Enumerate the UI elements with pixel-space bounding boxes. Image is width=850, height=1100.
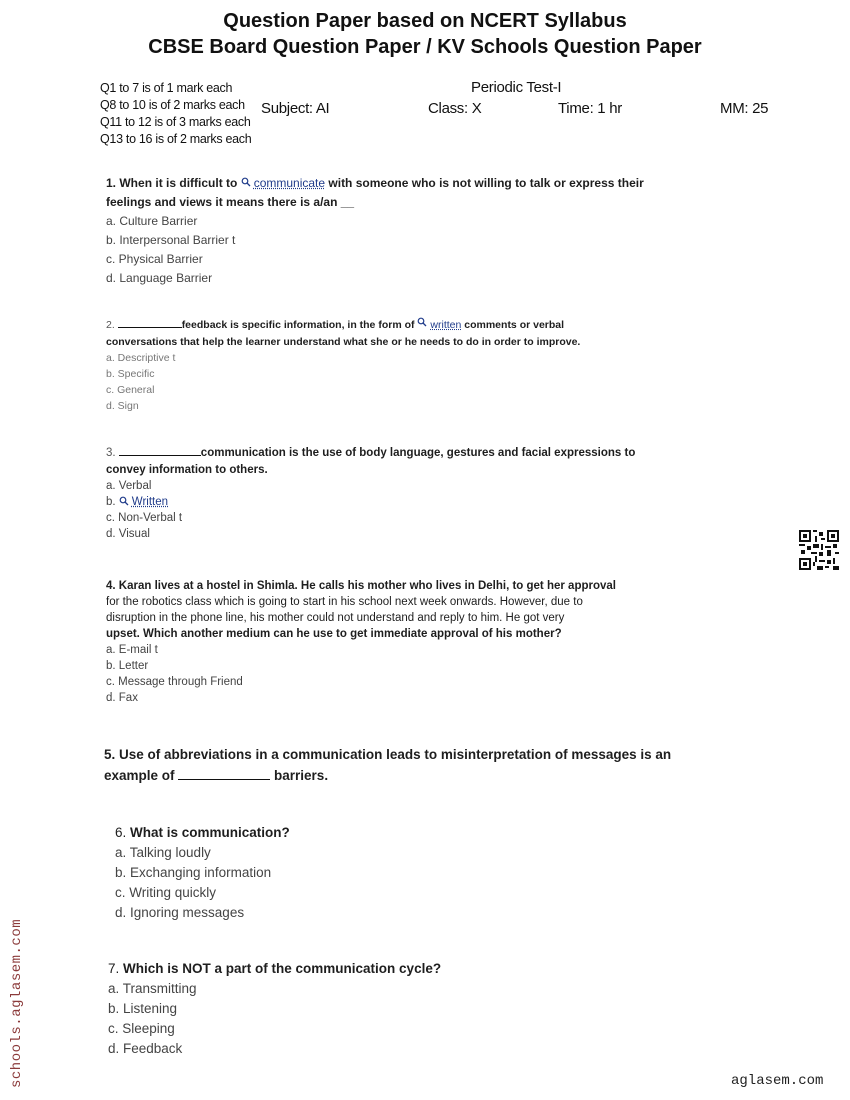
- question-1: 1. When it is difficult to communicate with someone who is not willing to talk or express their feelings and views it means there is a/an __ a. Culture Barrier b. Interpersonal Barrier t c. Physical Barrier d. Language Barrier: [106, 176, 644, 285]
- option: d. Fax: [106, 692, 138, 704]
- question-2: 2. feedback is specific information, in the form of written comments or verbal conversations that help the learner understand what she or he needs to do in order to improve. a. Descriptive t b. Specific c. General d. Sign: [106, 319, 581, 412]
- option: a. Descriptive t: [106, 352, 176, 364]
- test-name: Periodic Test-I: [471, 79, 562, 96]
- option: c. Writing quickly: [115, 885, 217, 900]
- option: a. E-mail t: [106, 644, 158, 656]
- subject: Subject: AI: [261, 100, 330, 117]
- option: b. Exchanging information: [115, 865, 272, 880]
- search-icon[interactable]: [119, 496, 129, 506]
- written-option-link[interactable]: Written: [131, 496, 169, 508]
- option: b. Written: [106, 496, 169, 508]
- option: a. Transmitting: [108, 981, 197, 996]
- answer-blank: [119, 445, 201, 456]
- option: d. Sign: [106, 400, 139, 412]
- question-7-stem: 7. Which is NOT a part of the communication cycle?: [108, 961, 442, 976]
- option: c. Message through Friend: [106, 676, 243, 688]
- side-watermark: schools.aglasem.com: [9, 918, 25, 1088]
- option: d. Ignoring messages: [115, 905, 245, 920]
- search-icon[interactable]: [417, 317, 427, 327]
- question-6: [115, 825, 290, 920]
- question-1-stem: 1. When it is difficult to communicate with someone who is not willing to talk or express their: [106, 176, 644, 190]
- option: c. General: [106, 384, 155, 396]
- option: b. Listening: [108, 1001, 178, 1016]
- written-link[interactable]: written: [430, 319, 462, 331]
- time: Time: 1 hr: [558, 100, 622, 117]
- option: c. Sleeping: [108, 1021, 175, 1036]
- question-5: 5. Use of abbreviations in a communication leads to misinterpretation of messages is an example of barriers.: [104, 747, 672, 783]
- option: b. Interpersonal Barrier t: [106, 233, 236, 247]
- question-7: [108, 961, 441, 1056]
- question-3: 3. communication is the use of body language, gestures and facial expressions to convey information to others. a. Verbal b. Written c. Non-Verbal t d. Visual: [106, 447, 636, 540]
- option: a. Verbal: [106, 480, 152, 492]
- option: a. Talking loudly: [115, 845, 211, 860]
- answer-blank: [178, 769, 270, 780]
- qr-code-icon: [799, 530, 839, 570]
- communicate-link[interactable]: communicate: [253, 176, 326, 190]
- option: c. Physical Barrier: [106, 252, 203, 266]
- paper-title-line1: Question Paper based on NCERT Syllabus: [223, 10, 627, 32]
- question-3-stem: 3. communication is the use of body language, gestures and facial expressions to: [106, 447, 636, 459]
- option: c. Non-Verbal t: [106, 512, 183, 524]
- search-icon[interactable]: [241, 176, 251, 186]
- option: d. Visual: [106, 528, 150, 540]
- question-4: 4. Karan lives at a hostel in Shimla. He calls his mother who lives in Delhi, to get her approval for the robotics class which is going to start in his school next week onwards. However, due to disruption in the phone line, his mother could not understand and reply to him. He got very upset. Which another medium can he use to get immediate approval of his mother? a. E-mail t b. Letter c. Message through Friend d. Fax: [106, 580, 616, 704]
- marks-scheme-line: Q13 to 16 is of 2 marks each: [100, 132, 252, 146]
- max-marks: MM: 25: [720, 100, 769, 117]
- option: d. Language Barrier: [106, 271, 213, 285]
- question-6-stem: 6. What is communication?: [115, 825, 290, 840]
- class: Class: X: [428, 100, 482, 117]
- marks-scheme-line: Q11 to 12 is of 3 marks each: [100, 115, 251, 129]
- option: b. Specific: [106, 368, 155, 380]
- marks-scheme-line: Q1 to 7 is of 1 mark each: [100, 81, 233, 95]
- question-2-stem: 2. feedback is specific information, in the form of written comments or verbal: [106, 319, 565, 331]
- option: d. Feedback: [108, 1041, 183, 1056]
- option: a. Culture Barrier: [106, 214, 198, 228]
- answer-blank: [118, 317, 182, 328]
- option: b. Letter: [106, 660, 149, 672]
- paper-title-line2: CBSE Board Question Paper / KV Schools Question Paper: [148, 36, 702, 58]
- footer-watermark: aglasem.com: [731, 1073, 824, 1089]
- marks-scheme-line: Q8 to 10 is of 2 marks each: [100, 98, 245, 112]
